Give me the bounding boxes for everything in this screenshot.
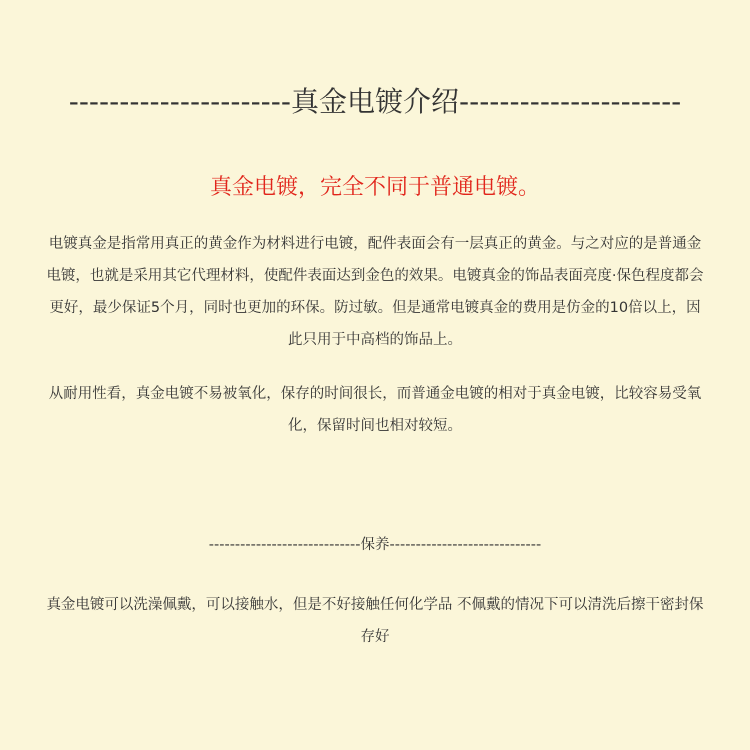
intro-paragraph-2: 从耐用性看，真金电镀不易被氧化，保存的时间很长，而普通金电镀的相对于真金电镀，比较容易受氧化，保留时间也相对较短。: [48, 386, 702, 434]
care-section-title: -----------------------------保养-----------------------------: [208, 537, 542, 553]
intro-paragraph-1: 电镀真金是指常用真正的黄金作为材料进行电镀，配件表面会有一层真正的黄金。与之对应的是普通金电镀，也就是采用其它代理材料，使配件表面达到金色的效果。电镀真金的饰品表面亮度·保色程度都会更好，最少保证5个月，同时也更加的环保。防过敏。但是通常电镀真金的费用是仿金的10倍以上，因此只用于中高档的饰品上。: [46, 236, 704, 348]
intro-section-title: ----------------------真金电镀介绍----------------------: [68, 85, 682, 118]
care-paragraph: 真金电镀可以洗澡佩戴，可以接触水，但是不好接触任何化学品 不佩戴的情况下可以清洗后擦干密封保存好: [46, 597, 704, 645]
intro-headline: 真金电镀，完全不同于普通电镀。: [209, 175, 540, 200]
